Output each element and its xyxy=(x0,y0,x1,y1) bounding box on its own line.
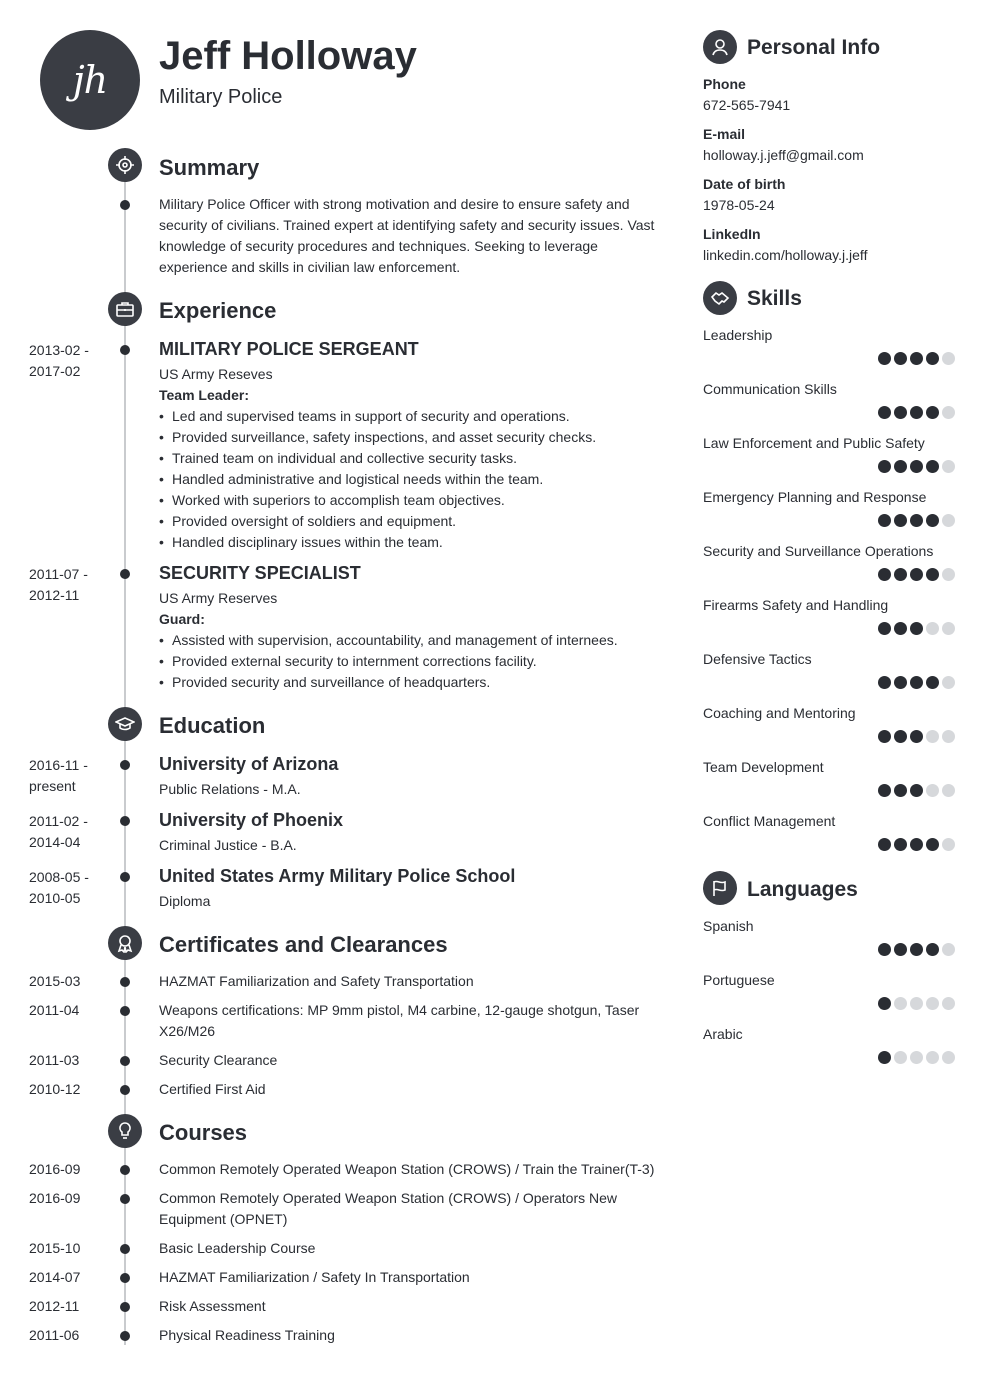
rating-dot xyxy=(910,352,923,365)
skills-heading: Skills xyxy=(747,287,802,310)
rating-dot xyxy=(942,352,955,365)
bullet-item: • Assisted with supervision, accountability, and management of internees. xyxy=(159,630,659,651)
rating-dot xyxy=(878,406,891,419)
language-name: Portuguese xyxy=(703,972,775,988)
rating-dot xyxy=(894,352,907,365)
lightbulb-icon xyxy=(108,1114,142,1148)
rating-dot xyxy=(894,676,907,689)
candidate-title: Military Police xyxy=(159,86,283,108)
handshake-icon xyxy=(703,281,737,315)
rating-dot xyxy=(878,622,891,635)
bullet-item: • Provided security and surveillance of headquarters. xyxy=(159,672,659,693)
bullet-item: • Provided oversight of soldiers and equipment. xyxy=(159,511,659,532)
bullet-item: • Provided external security to internment corrections facility. xyxy=(159,651,659,672)
rating-dot xyxy=(910,730,923,743)
avatar-initials: jh xyxy=(72,58,108,102)
language-rating xyxy=(878,997,955,1010)
edu-degree: Diploma xyxy=(159,893,211,909)
cert-text: Security Clearance xyxy=(159,1052,278,1068)
rating-dot xyxy=(926,676,939,689)
skill-name: Security and Surveillance Operations xyxy=(703,543,934,559)
timeline-dot xyxy=(120,345,130,355)
briefcase-icon xyxy=(108,292,142,326)
timeline-dot xyxy=(120,1006,130,1016)
rating-dot xyxy=(878,838,891,851)
rating-dot xyxy=(942,838,955,851)
personal-info-heading: Personal Info xyxy=(747,36,881,59)
course-text: Physical Readiness Training xyxy=(159,1327,335,1343)
job-details xyxy=(159,364,659,553)
rating-dot xyxy=(942,784,955,797)
rating-dot xyxy=(942,676,955,689)
skill-rating xyxy=(878,838,955,851)
skill-name: Emergency Planning and Response xyxy=(703,489,927,505)
rating-dot xyxy=(894,622,907,635)
candidate-name: Jeff Holloway xyxy=(159,34,417,78)
language-name: Spanish xyxy=(703,918,754,934)
languages-heading: Languages xyxy=(747,878,858,901)
rating-dot xyxy=(910,784,923,797)
summary-text: Military Police Officer with strong motivation and desire to ensure safety and security of civilians. Trained expert at identifying safety and security issues. Vast knowledge of security procedures and techniques. Seeking to leverage experience and skills in civilian law enforcement. xyxy=(159,196,655,275)
rating-dot xyxy=(926,460,939,473)
timeline-dot xyxy=(120,1273,130,1283)
skill-rating xyxy=(878,514,955,527)
rating-dot xyxy=(942,514,955,527)
cert-text: Certified First Aid xyxy=(159,1081,266,1097)
course-date: 2015-10 xyxy=(29,1240,81,1256)
course-text: Common Remotely Operated Weapon Station (CROWS) / Operators New Equipment (OPNET) xyxy=(159,1190,618,1227)
rating-dot xyxy=(926,730,939,743)
rating-dot xyxy=(894,730,907,743)
bullet-item: • Trained team on individual and collective security tasks. xyxy=(159,448,659,469)
job-date: 2013-02 - 2017-02 xyxy=(29,342,89,379)
dob-label: Date of birth xyxy=(703,176,786,192)
rating-dot xyxy=(878,784,891,797)
job-bullets xyxy=(159,630,659,693)
courses-heading: Courses xyxy=(159,1120,248,1145)
rating-dot xyxy=(942,568,955,581)
education-heading: Education xyxy=(159,713,266,738)
course-date: 2016-09 xyxy=(29,1161,81,1177)
skill-name: Team Development xyxy=(703,759,824,775)
course-date: 2011-06 xyxy=(29,1327,80,1343)
rating-dot xyxy=(910,568,923,581)
rating-dot xyxy=(894,568,907,581)
job-subtitle: Team Leader: xyxy=(159,387,249,403)
rating-dot xyxy=(878,730,891,743)
rating-dot xyxy=(926,622,939,635)
rating-dot xyxy=(926,514,939,527)
skill-rating xyxy=(878,568,955,581)
rating-dot xyxy=(926,784,939,797)
cert-date: 2010-12 xyxy=(29,1081,81,1097)
rating-dot xyxy=(926,406,939,419)
rating-dot xyxy=(926,997,939,1010)
rating-dot xyxy=(910,676,923,689)
skill-name: Law Enforcement and Public Safety xyxy=(703,435,925,451)
award-icon xyxy=(108,926,142,960)
job-org: US Army Reseves xyxy=(159,366,273,382)
timeline-dot xyxy=(120,569,130,579)
job-bullets xyxy=(159,406,659,553)
timeline-dot xyxy=(120,1165,130,1175)
cert-date: 2011-04 xyxy=(29,1002,80,1018)
edu-date: 2016-11 - present xyxy=(29,757,88,794)
rating-dot xyxy=(878,1051,891,1064)
rating-dot xyxy=(942,622,955,635)
rating-dot xyxy=(926,568,939,581)
rating-dot xyxy=(910,943,923,956)
email-value: holloway.j.jeff@gmail.com xyxy=(703,147,864,163)
rating-dot xyxy=(910,997,923,1010)
course-text: HAZMAT Familiarization / Safety In Transportation xyxy=(159,1269,470,1285)
email-label: E-mail xyxy=(703,126,746,142)
job-org: US Army Reserves xyxy=(159,590,278,606)
skill-name: Communication Skills xyxy=(703,381,837,397)
rating-dot xyxy=(878,514,891,527)
job-subtitle: Guard: xyxy=(159,611,205,627)
avatar xyxy=(40,30,140,130)
rating-dot xyxy=(910,406,923,419)
graduation-cap-icon xyxy=(108,707,142,741)
rating-dot xyxy=(894,997,907,1010)
skill-rating xyxy=(878,676,955,689)
flag-icon xyxy=(703,871,737,905)
rating-dot xyxy=(894,838,907,851)
bullet-item: • Handled disciplinary issues within the team. xyxy=(159,532,659,553)
rating-dot xyxy=(894,406,907,419)
job-role: MILITARY POLICE SERGEANT xyxy=(159,339,419,359)
timeline-dot xyxy=(120,1085,130,1095)
phone-value: 672-565-7941 xyxy=(703,97,791,113)
skill-name: Leadership xyxy=(703,327,773,343)
edu-degree: Criminal Justice - B.A. xyxy=(159,837,297,853)
edu-date: 2008-05 - 2010-05 xyxy=(29,869,89,906)
job-date: 2011-07 - 2012-11 xyxy=(29,566,88,603)
timeline-dot xyxy=(120,1302,130,1312)
skill-rating xyxy=(878,352,955,365)
certificates-heading: Certificates and Clearances xyxy=(159,932,448,957)
linkedin-value: linkedin.com/holloway.j.jeff xyxy=(703,247,868,263)
rating-dot xyxy=(942,406,955,419)
rating-dot xyxy=(910,1051,923,1064)
job-role: SECURITY SPECIALIST xyxy=(159,563,361,583)
skill-name: Defensive Tactics xyxy=(703,651,812,667)
timeline-dot xyxy=(120,1194,130,1204)
timeline-dot xyxy=(120,1331,130,1341)
rating-dot xyxy=(910,622,923,635)
skill-name: Firearms Safety and Handling xyxy=(703,597,889,613)
summary-heading: Summary xyxy=(159,155,260,180)
timeline-dot xyxy=(120,977,130,987)
skill-name: Coaching and Mentoring xyxy=(703,705,856,721)
rating-dot xyxy=(910,838,923,851)
skill-rating xyxy=(878,730,955,743)
user-icon xyxy=(703,30,737,64)
bullet-item: • Worked with superiors to accomplish team objectives. xyxy=(159,490,659,511)
rating-dot xyxy=(926,352,939,365)
timeline-dot xyxy=(120,1244,130,1254)
experience-heading: Experience xyxy=(159,298,277,323)
course-text: Common Remotely Operated Weapon Station (CROWS) / Train the Trainer(T-3) xyxy=(159,1161,655,1177)
bullet-item: • Led and supervised teams in support of security and operations. xyxy=(159,406,659,427)
skill-rating xyxy=(878,406,955,419)
timeline-dot xyxy=(120,760,130,770)
rating-dot xyxy=(878,568,891,581)
rating-dot xyxy=(942,997,955,1010)
course-date: 2016-09 xyxy=(29,1190,81,1206)
timeline-dot xyxy=(120,872,130,882)
edu-school: United States Army Military Police School xyxy=(159,866,516,886)
phone-label: Phone xyxy=(703,76,746,92)
rating-dot xyxy=(878,943,891,956)
rating-dot xyxy=(942,730,955,743)
course-text: Basic Leadership Course xyxy=(159,1240,316,1256)
course-date: 2014-07 xyxy=(29,1269,81,1285)
timeline-dot xyxy=(120,816,130,826)
timeline-dot xyxy=(120,200,130,210)
rating-dot xyxy=(878,676,891,689)
cert-text: HAZMAT Familiarization and Safety Transportation xyxy=(159,973,474,989)
rating-dot xyxy=(926,943,939,956)
cert-text: Weapons certifications: MP 9mm pistol, M4 carbine, 12-gauge shotgun, Taser X26/M26 xyxy=(159,1002,640,1039)
edu-school: University of Arizona xyxy=(159,754,339,774)
course-date: 2012-11 xyxy=(29,1298,80,1314)
skill-name: Conflict Management xyxy=(703,813,836,829)
edu-degree: Public Relations - M.A. xyxy=(159,781,301,797)
rating-dot xyxy=(942,1051,955,1064)
edu-school: University of Phoenix xyxy=(159,810,344,830)
target-icon xyxy=(108,148,142,182)
rating-dot xyxy=(894,943,907,956)
rating-dot xyxy=(910,460,923,473)
skill-rating xyxy=(878,622,955,635)
rating-dot xyxy=(942,460,955,473)
linkedin-label: LinkedIn xyxy=(703,226,761,242)
skill-rating xyxy=(878,460,955,473)
rating-dot xyxy=(878,460,891,473)
language-rating xyxy=(878,1051,955,1064)
timeline-dot xyxy=(120,1056,130,1066)
rating-dot xyxy=(878,997,891,1010)
skill-rating xyxy=(878,784,955,797)
bullet-item: • Provided surveillance, safety inspections, and asset security checks. xyxy=(159,427,659,448)
language-rating xyxy=(878,943,955,956)
rating-dot xyxy=(926,838,939,851)
rating-dot xyxy=(942,943,955,956)
cert-date: 2015-03 xyxy=(29,973,81,989)
rating-dot xyxy=(878,352,891,365)
bullet-item: • Handled administrative and logistical needs within the team. xyxy=(159,469,659,490)
rating-dot xyxy=(926,1051,939,1064)
language-name: Arabic xyxy=(703,1026,743,1042)
rating-dot xyxy=(910,514,923,527)
cert-date: 2011-03 xyxy=(29,1052,80,1068)
rating-dot xyxy=(894,1051,907,1064)
job-details xyxy=(159,588,659,693)
rating-dot xyxy=(894,514,907,527)
dob-value: 1978-05-24 xyxy=(703,197,775,213)
course-text: Risk Assessment xyxy=(159,1298,266,1314)
rating-dot xyxy=(894,784,907,797)
rating-dot xyxy=(894,460,907,473)
edu-date: 2011-02 - 2014-04 xyxy=(29,813,88,850)
